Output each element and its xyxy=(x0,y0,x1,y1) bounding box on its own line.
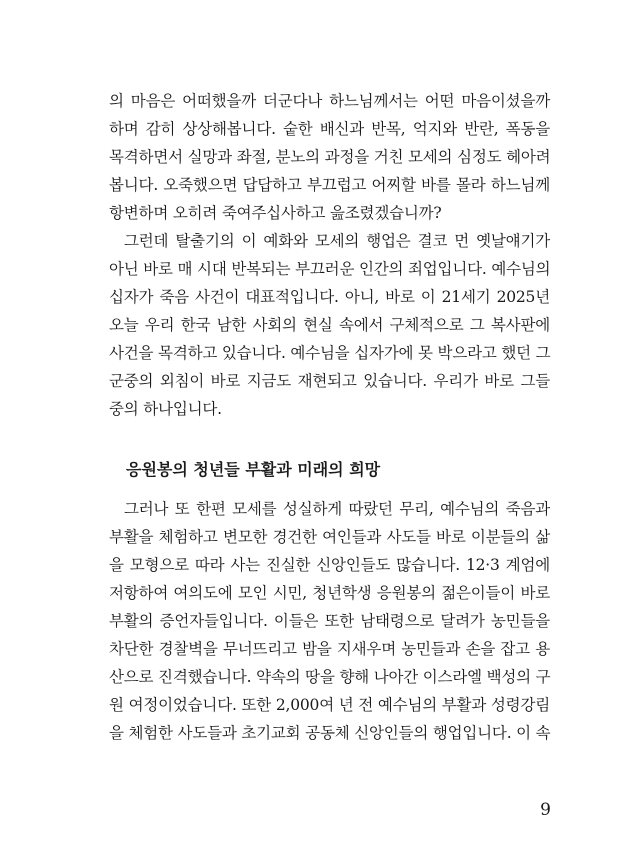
text-line: 을 모형으로 따라 사는 진실한 신앙인들도 많습니다. 12·3 계엄에 xyxy=(109,556,550,574)
text-line: 의 마음은 어떠했을까 더군다나 하느님께서는 어떤 마음이셨을까 xyxy=(109,92,550,110)
text-line: 목격하면서 실망과 좌절, 분노의 과정을 거친 모세의 심정도 헤아려 xyxy=(109,148,551,166)
text-line: 군중의 외침이 바로 지금도 재현되고 있습니다. 우리가 바로 그들 xyxy=(109,372,550,390)
text-line: 그러나 또 한편 모세를 성실하게 따랐던 무리, 예수님의 죽음과 xyxy=(124,500,550,518)
text-line: 아닌 바로 매 시대 반복되는 부끄러운 인간의 죄업입니다. 예수님의 xyxy=(109,260,551,278)
text-line: 산으로 진격했습니다. 약속의 땅을 향해 나아간 이스라엘 백성의 구 xyxy=(109,668,551,686)
text-line: 사건을 목격하고 있습니다. 예수님을 십자가에 못 박으라고 했던 그 xyxy=(109,344,551,362)
text-line: 저항하여 여의도에 모인 시민, 청년학생 응원봉의 젊은이들이 바로 xyxy=(109,584,550,602)
text-line: 중의 하나입니다. xyxy=(109,400,222,418)
text-line: 십자가 죽음 사건이 대표적입니다. 아니, 바로 이 21세기 2025년 xyxy=(109,288,550,306)
text-line: 오늘 우리 한국 남한 사회의 현실 속에서 구체적으로 그 복사판에 xyxy=(109,316,550,334)
text-line: 그런데 탈출기의 이 예화와 모세의 행업은 결코 먼 옛날얘기가 xyxy=(124,232,550,250)
text-line: 봅니다. 오죽했으면 답답하고 부끄럽고 어찌할 바를 몰라 하느님께 xyxy=(109,176,550,194)
text-line: 을 체험한 사도들과 초기교회 공동체 신앙인들의 행업입니다. 이 속 xyxy=(109,724,551,742)
text-line: 하며 감히 상상해봅니다. 숱한 배신과 반목, 억지와 반란, 폭동을 xyxy=(109,120,550,138)
text-line: 항변하며 오히려 죽여주십사하고 읊조렸겠습니까? xyxy=(109,204,442,222)
page-number: 9 xyxy=(540,800,551,820)
text-line: 부활을 체험하고 변모한 경건한 여인들과 사도들 바로 이분들의 삶 xyxy=(109,528,550,546)
text-line: 부활의 증언자들입니다. 이들은 또한 남태령으로 달려가 농민들을 xyxy=(109,612,550,630)
text-line: 차단한 경찰벽을 무너뜨리고 밤을 지새우며 농민들과 손을 잡고 용 xyxy=(109,640,550,658)
text-line: 원 여정이었습니다. 또한 2,000여 년 전 예수님의 부활과 성령강림 xyxy=(109,696,550,714)
section-heading: 응원봉의 청년들 부활과 미래의 희망 xyxy=(126,460,381,479)
